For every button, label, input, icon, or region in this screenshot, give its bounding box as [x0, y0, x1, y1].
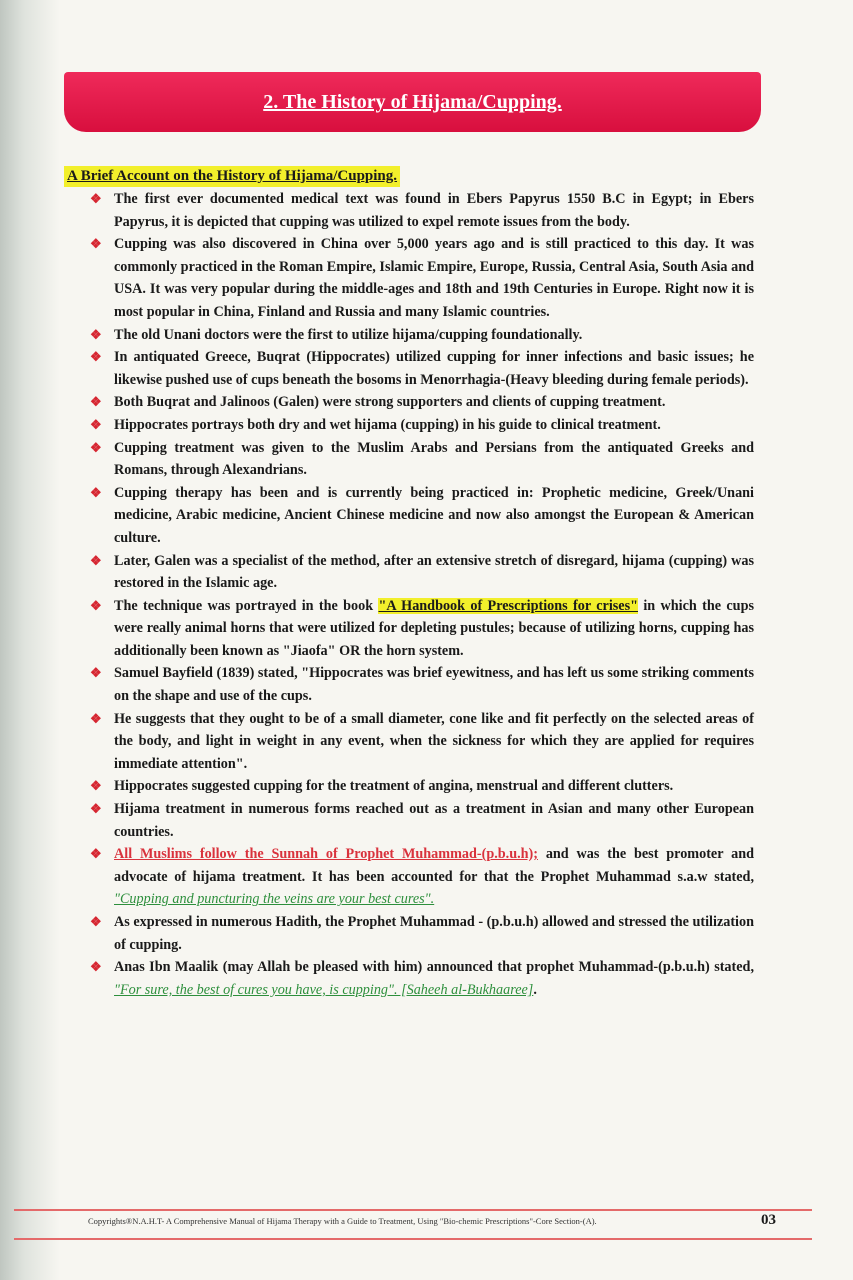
diamond-bullet-icon: ❖	[90, 349, 102, 365]
list-item: ❖ The old Unani doctors were the first to utilize hijama/cupping foundationally.	[88, 324, 754, 347]
footer-copyright: Copyrights®N.A.H.T- A Comprehensive Manual of Hijama Therapy with a Guide to Treatment, Using "Bio-chemic Prescriptions"-Core Section-(A).	[88, 1216, 597, 1226]
diamond-bullet-icon: ❖	[90, 236, 102, 252]
diamond-bullet-icon: ❖	[90, 484, 102, 500]
hadith-quote: "For sure, the best of cures you have, is cupping". [Saheeh al-Bukhaaree]	[114, 981, 534, 998]
list-item: ❖ Cupping therapy has been and is currently being practiced in: Prophetic medicine, Greek/Unani medicine, Arabic medicine, Ancient Chinese medicine and now also amongst the European & American culture.	[88, 482, 754, 550]
list-item: ❖ Both Buqrat and Jalinoos (Galen) were strong supporters and clients of cupping treatment.	[88, 391, 754, 414]
diamond-bullet-icon: ❖	[90, 552, 102, 568]
list-item: ❖ In antiquated Greece, Buqrat (Hippocrates) utilized cupping for inner infections and basic issues; he likewise pushed use of cups beneath the bosoms in Menorrhagia-(Heavy bleeding during female periods).	[88, 346, 754, 391]
diamond-bullet-icon: ❖	[90, 846, 102, 862]
list-item: ❖ The first ever documented medical text was found in Ebers Papyrus 1550 B.C in Egypt; in Ebers Papyrus, it is depicted that cupping was utilized to expel remote issues from the body.	[88, 188, 754, 233]
list-item: ❖ Hippocrates suggested cupping for the treatment of angina, menstrual and different clutters.	[88, 775, 754, 798]
footer-divider-bottom	[14, 1238, 812, 1240]
page-spine-shadow	[0, 0, 60, 1280]
diamond-bullet-icon: ❖	[90, 801, 102, 817]
diamond-bullet-icon: ❖	[90, 394, 102, 410]
diamond-bullet-icon: ❖	[90, 665, 102, 681]
list-item: ❖ The technique was portrayed in the book "A Handbook of Prescriptions for crises" in which the cups were really animal horns that were utilized for depleting pustules; because of utilizing horns, cupping has additionally been known as "Jiaofa" OR the horn system.	[88, 595, 754, 663]
page-number: 03	[761, 1212, 776, 1228]
diamond-bullet-icon: ❖	[90, 416, 102, 432]
diamond-bullet-icon: ❖	[90, 710, 102, 726]
footer-divider-top	[14, 1209, 812, 1211]
diamond-bullet-icon: ❖	[90, 326, 102, 342]
list-item: ❖ As expressed in numerous Hadith, the Prophet Muhammad - (p.b.u.h) allowed and stressed the utilization of cupping.	[88, 911, 754, 956]
history-bullet-list	[88, 188, 754, 1001]
diamond-bullet-icon: ❖	[90, 914, 102, 929]
diamond-bullet-icon: ❖	[90, 191, 102, 206]
list-item: ❖ Hijama treatment in numerous forms reached out as a treatment in Asian and many other European countries.	[88, 798, 754, 843]
list-item: ❖ He suggests that they ought to be of a small diameter, cone like and fit perfectly on the selected areas of the body, and light in weight in any event, when the sickness for which they are applied for requires immediate attention".	[88, 708, 754, 776]
list-item: ❖ Cupping treatment was given to the Muslim Arabs and Persians from the antiquated Greeks and Romans, through Alexandrians.	[88, 437, 754, 482]
list-item: ❖ Cupping was also discovered in China over 5,000 years ago and is still practiced to this day. It was commonly practiced in the Roman Empire, Islamic Empire, Europe, Russia, Central Asia, South Asia and USA. It was very popular during the middle-ages and 18th and 19th Centuries in Europe. Right now it is most popular in China, Finland and Russia and many Islamic countries.	[88, 233, 754, 323]
book-title-highlight: "A Handbook of Prescriptions for crises"	[378, 597, 638, 614]
section-heading: A Brief Account on the History of Hijama/Cupping.	[64, 166, 400, 187]
diamond-bullet-icon: ❖	[90, 439, 102, 455]
list-item: ❖ Samuel Bayfield (1839) stated, "Hippocrates was brief eyewitness, and has left us some striking comments on the shape and use of the cups.	[88, 662, 754, 707]
diamond-bullet-icon: ❖	[90, 959, 102, 975]
hadith-quote: "Cupping and puncturing the veins are your best cures".	[114, 891, 435, 908]
diamond-bullet-icon: ❖	[90, 778, 102, 794]
diamond-bullet-icon: ❖	[90, 597, 102, 613]
sunnah-red-text: All Muslims follow the Sunnah of Prophet Muhammad-(p.b.u.h);	[114, 846, 538, 863]
list-item: ❖ Later, Galen was a specialist of the method, after an extensive stretch of disregard, hijama (cupping) was restored in the Islamic age.	[88, 550, 754, 595]
list-item: ❖ All Muslims follow the Sunnah of Prophet Muhammad-(p.b.u.h); and was the best promoter and advocate of hijama treatment. It has been accounted for that the Prophet Muhammad s.a.w stated, "Cupping and puncturing the veins are your best cures".	[88, 843, 754, 911]
list-item: ❖ Hippocrates portrays both dry and wet hijama (cupping) in his guide to clinical treatment.	[88, 414, 754, 437]
list-item: ❖ Anas Ibn Maalik (may Allah be pleased with him) announced that prophet Muhammad-(p.b.u.h) stated, "For sure, the best of cures you have, is cupping". [Saheeh al-Bukhaaree].	[88, 956, 754, 1001]
title-banner	[64, 72, 761, 132]
page-title: 2. The History of Hijama/Cupping.	[263, 90, 562, 113]
